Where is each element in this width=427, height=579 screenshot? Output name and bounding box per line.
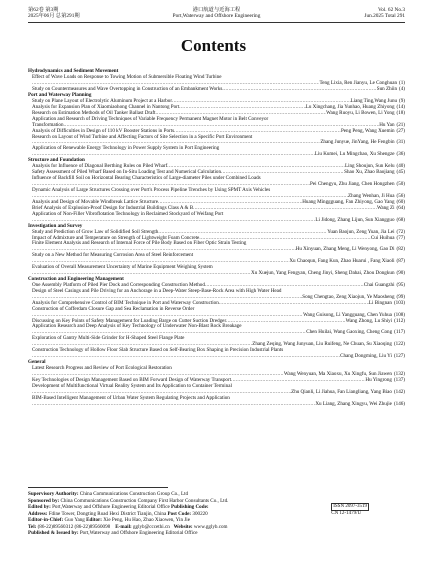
article-title: One Assembly Platform of Piled Pier Dock and Corresponding Construction Method [32, 282, 205, 289]
article-authors: Chai Guangzhi [363, 282, 395, 289]
article-title: Finite Element Analysis and Research of Internal Force of Pile Body Based on Fiber Optic Strain Testing [32, 240, 247, 247]
website-link[interactable]: www.gglyb.com [193, 523, 228, 530]
toc-entry-line[interactable] [28, 87, 405, 93]
page-number: (27) [396, 127, 405, 134]
dot-leader [32, 218, 315, 224]
page-number: (103) [393, 299, 405, 306]
section-heading: Investigation and Survey [28, 222, 83, 229]
imprint-contact: Tel: (86-22)89560312 (86-22)89560098 E-mail: gglyb@cccethi.cn Website: www.gglyb.com [28, 523, 228, 530]
header-volume-en [364, 7, 405, 20]
article-authors: Zhu Qianli, Li Jiahua, Fan Liangliang, Yang Biao [291, 388, 392, 395]
article-authors: Li Bingnan [368, 299, 392, 306]
imprint-edited: Edited by: Port,Waterway and Offshore Engineering Editorial Office Publishing Code: [28, 504, 209, 510]
page-number: (18) [396, 109, 405, 116]
article-title: Influence of Backfill Soil on Horizontal Bearing Characteristics of Large-diameter Piles under Combined Loads [32, 175, 261, 182]
article-title: Analysis for Comprehensive Control of BIM Technique in Port and Waterway Construction [32, 299, 219, 306]
article-title: Effect of Wave Loads on Response to Towing Motion of Submersible Floating Wind Turbine [32, 74, 222, 81]
header-journal-name [28, 7, 405, 20]
section-heading: Hydrodynamics and Sediment Movement [28, 68, 119, 75]
article-title: Development of Multifunctional Virtual Reality System and Its Application to Container Terminal [32, 382, 232, 389]
header-right-line1: Vol. 62 No.3 [378, 7, 405, 13]
imprint-editors: Editor-in-Chief: Guo Yang Editor: Xie Peng, Hu Hao, Zhao Xiaowen, Yin Jie [28, 517, 190, 523]
page-number: (112) [394, 317, 405, 324]
dot-leader [222, 87, 376, 93]
page-number: (68) [396, 216, 405, 223]
section-heading: General [28, 359, 46, 366]
article-authors: Xu Xuejun, Yang Fengyan, Cheng Jinyi, Sheng Dahai, Zhou Dongkun [251, 270, 395, 276]
section-heading: Structure and Foundation [28, 157, 85, 164]
article-authors: Cui Huihua [370, 234, 395, 241]
article-title: Application and Research of Driving Techniques of Variable Frequency Permanent Magnet Motor in Belt Conveyor [32, 115, 269, 122]
article-title: Latest Research Progress and Review of Port Ecological Restoration [32, 365, 172, 372]
page-number: (90) [396, 270, 405, 276]
header-left-line1: 第62卷 第3期 [28, 7, 59, 13]
article-title: Study on a New Method for Measuring Corrosion Area of Steel Reinforcement [32, 252, 194, 259]
article-title: Study and Prediction of Grow Law of Solidified Soil Strength [32, 228, 159, 235]
page-number: (117) [394, 329, 405, 336]
email-link[interactable]: gglyb@cccethi.cn [132, 523, 170, 530]
page-number: (50) [396, 181, 405, 188]
article-authors: Xu Liang, Zhang Xingyu, Wei Zhujie [315, 400, 392, 407]
article-authors: Zhang Junyue, JinYang, He Fengbin [320, 139, 395, 146]
article-authors: Teng Lixia, Ren Jianyu, Le Conghuan [319, 80, 398, 87]
article-authors: Hu Xinyuan, Zhang Meng, Li Wenyong, Gao Di [295, 246, 395, 253]
page-number: (60) [396, 198, 405, 205]
table-of-contents [28, 69, 405, 407]
page-number: (9) [399, 98, 405, 105]
page-number: (132) [393, 371, 405, 377]
article-title: Construction Technology of Hollow Floor Slab Structure Based on Self-Bearing Box Shaping in Precision Industrial Plants [32, 347, 284, 354]
article-title: Application Research and Deep Analysis of Key Technology of Underwater Non-Blast Rock Breakage [32, 323, 242, 330]
toc-entry-line [28, 402, 405, 408]
article-authors: Wang Zi [376, 204, 395, 211]
article-authors: Xu Chaoqun, Fang Kun, Zhao Huarui , Fang Xiaoli [289, 258, 395, 265]
page-number: (4) [399, 86, 405, 93]
page-number: (45) [396, 169, 405, 176]
article-title: Design of Steel Casings and Pile Driving for an Anchorage in a Deep-Water Steep-Base-Rock Area with High Water Head [32, 288, 282, 295]
page-number: (87) [396, 258, 405, 265]
article-authors: Wang Ruoyu, Li Bowen, Li Yong [326, 109, 395, 116]
article-title: Application of Non-Filler Vibroflotation Technology in Reclaimed Stockyard of Weifang Port [32, 210, 224, 217]
header-journal-en: Port,Waterway and Offshore Engineering [172, 13, 261, 20]
article-title: Application of Renewable Energy Technology in Power Supply System in Port Engineering [32, 145, 220, 152]
article-authors: Hu Yan [379, 121, 395, 128]
page-number: (56) [396, 192, 405, 199]
header-right-line2: Jun.2025 Total 291 [364, 13, 405, 20]
page-number: (36) [396, 151, 405, 158]
article-title: Discussing on Key Points of Safety Management for Loading Barge on Cutter Suction Dredger [32, 317, 227, 324]
article-authors: Chang Dongming, Liu Yi [340, 352, 392, 359]
article-title: Construction of Cofferdam Closure Gap and Sea Reclamation in Reverse Order [32, 305, 195, 312]
article-authors: Ling Shoujun, Sun Kelu [344, 163, 395, 170]
page-number: (146) [393, 400, 405, 407]
page-number: (64) [396, 204, 405, 211]
article-title: Study on Countermeasures and Wave Overtopping in Construction of an Embankment Works [32, 86, 223, 93]
article-authors: Liang Ting,Wang Junu [350, 98, 398, 105]
imprint-sponsored: Sponsored by: China Communications Construction Company First Harbor Consultants Co., Ltd. [28, 497, 229, 504]
article-authors: Yuan Baojun, Zeng Yuan, Jia Lei [327, 228, 395, 235]
article-title: Research on Layout of Wind Turbine and Affecting Factors of Site Selection in a Specific Port Environment [32, 133, 253, 140]
header-journal-cn: 港口航道与近海工程 [192, 7, 241, 13]
page-number: (99) [396, 293, 405, 300]
article-authors: Wang Wenyuan, Ma Xiaoxu, Xu Xingfu, Sun Jiawen [283, 371, 392, 377]
issn-number: ISSN 2097-3519 [333, 504, 367, 509]
section-heading: Construction and Engineering Management [28, 276, 124, 283]
article-authors: Huang Minggguang, Fan Zhiyong, Gao Yang [302, 198, 395, 205]
article-authors: Chen Huilai, Wang Gaoxing, Cheng Cong [306, 329, 393, 336]
dot-leader [32, 402, 315, 408]
article-authors: Sun Zhiin [376, 86, 398, 93]
dot-leader [32, 354, 340, 360]
imprint-supervisory: Supervisory Authority: China Communications Construction Group Co., Ltd [28, 491, 189, 497]
article-authors: Zhang Zeqing, Wang Junyuan, Liu Ruifeng, Ne Chuan, Su Xiaoqing [252, 341, 392, 348]
article-title: Dynamic Analysis of Large Structures Crossing over Port's Process Pipeline Trenches by Using SPMT Axis Vehicles [32, 187, 271, 194]
page-number: (142) [393, 388, 405, 395]
toc-entry-line [28, 218, 405, 224]
header-divider [28, 22, 405, 23]
page-number: (72) [396, 228, 405, 235]
header-left-line2: 2025年06月 总第291期 [28, 13, 80, 20]
article-title: BIM-Based Intelligent Management of Urban Water System Regulating Projects and Application [32, 394, 230, 401]
page-number: (77) [396, 234, 405, 241]
toc-entry-line [28, 354, 405, 360]
toc-entry-line [28, 152, 405, 158]
imprint-address: Address: Fdine Tower, Dongting Road Hexi District Tianjin, China Post Code: 300220 [28, 510, 208, 517]
page-number: (127) [393, 352, 405, 359]
article-authors: Lu Xingchang, Jia Yunhao, Huang Zhiyong [305, 104, 395, 111]
page-number: (122) [393, 341, 405, 348]
article-title: Transformation [32, 121, 64, 128]
toc-entry-line [28, 271, 405, 277]
article-authors: Peng Peng, Wang Xuemin [340, 127, 395, 134]
article-authors: Hu Yingrong [365, 376, 392, 383]
page-number: (108) [393, 311, 405, 318]
footer-divider [28, 487, 168, 488]
page-number: (95) [396, 282, 405, 289]
article-title: Research on Estimation Methods of Oil Tanker Ballast Draft [32, 109, 156, 116]
article-title: Brief Analysis of Explosion-Proof Design for Industrial Buildings Class A & B [32, 204, 194, 211]
article-authors: Pei Chengyu, Zhu Jiang, Chen Hongzhen [310, 181, 395, 188]
page-number: (14) [396, 104, 405, 111]
page-number: (137) [393, 376, 405, 383]
issn-block [331, 503, 369, 517]
article-title: Evaluation of Overall Measurement Uncertainty of Marine Equipment Weighing System [32, 264, 213, 271]
article-title: Analysis of Difficulties in Design of 110 kV Booster Stations in Ports [32, 127, 175, 134]
article-title: Key Technologies of Design Management Based on BIM Forward Design of Waterway Transport [32, 376, 232, 383]
article-authors: Li Jidong, Zhang Lijun, Sun Xiangguo [315, 216, 395, 223]
cn-number: CN 12-1479/U [331, 511, 362, 516]
page-number: (21) [396, 121, 405, 128]
article-authors: Zhang Wenhan, Ji Hua [348, 192, 395, 199]
page-title: Contents [180, 36, 247, 55]
section-heading: Port and Waterway Planning [28, 92, 92, 99]
dot-leader [32, 271, 251, 277]
article-authors: Wang Guisong, Li Yangguang, Chen Yuhua [303, 311, 392, 318]
article-authors: Wang Zhong, Lu Shiyi [345, 317, 393, 324]
page-number: (1) [399, 80, 405, 87]
article-title: Study on Plane Layout of Electrolytic Aluminum Project at a Harbor [32, 98, 173, 105]
article-title: Analysis for Influence of Diagonal Berthing Rules on Piled Wharf [32, 163, 168, 170]
article-title: Safety Assessment of Piled Wharf Based on In-Situ Loading Test and Numerical Calculation [32, 169, 222, 176]
article-authors: Shao Xu, Zhao Baojiang [344, 169, 395, 176]
page-number: (31) [396, 139, 405, 146]
page-number: (82) [396, 246, 405, 253]
page-number: (40) [396, 163, 405, 170]
article-authors: Liu Kumei, Lu Mingchao, Xu Shengze [314, 151, 395, 158]
article-title: Analysis for Expansion Plan of Xiaomiaohong Channel in Nantong Port [32, 104, 180, 111]
dot-leader [32, 152, 315, 158]
article-title: Impact of Admixture and Temperature on Strength of Lightweight Foam Concrete [32, 234, 200, 241]
article-title: Analysis and Design of Movable Windbreak Lattice Structure [32, 198, 159, 205]
article-authors: Song Chengtao, Zeng Xiaojun, Ye Maosheng [302, 293, 395, 300]
imprint-published: Published & Issued by: Port,Waterway and Offshore Engineering Editorial Office [28, 530, 198, 536]
article-title: Exploration of Gantry Multi-Side Grinder for H-Shaped Steel Flange Plate [32, 335, 185, 342]
